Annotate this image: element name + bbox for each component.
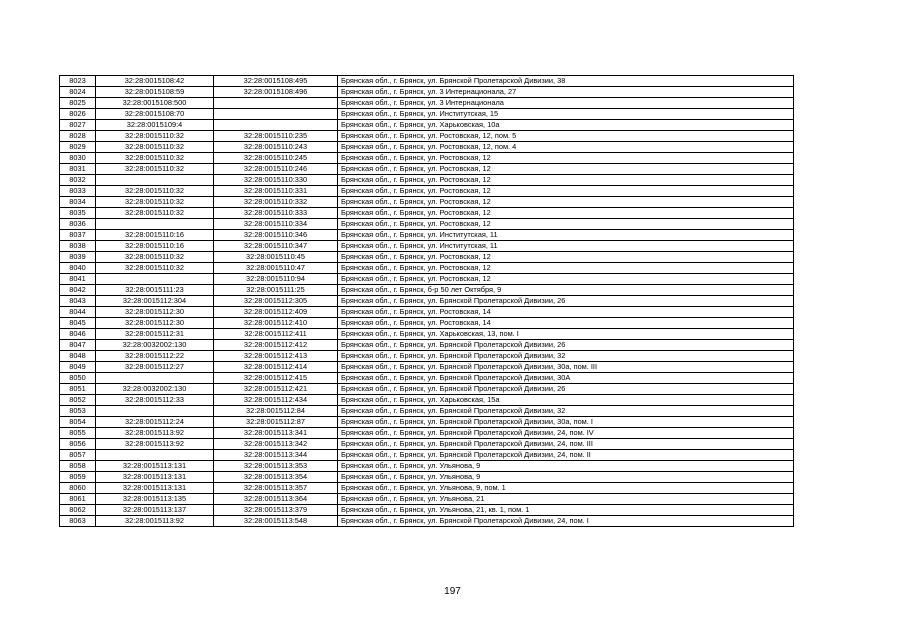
table-row	[60, 362, 794, 373]
land-cadastral-number-cell	[96, 406, 214, 417]
land-cadastral-number-cell: 32:28:0015112:22	[96, 351, 214, 362]
building-cadastral-number-cell	[214, 109, 338, 120]
land-cadastral-number-cell: 32:28:0015109:4	[96, 120, 214, 131]
land-cadastral-number-cell: 32:28:0015110:16	[96, 241, 214, 252]
building-cadastral-number-cell: 32:28:0015108:496	[214, 87, 338, 98]
address-cell: Брянская обл., г. Брянск, ул. Брянской Пролетарской Дивизии, 30а, пом. III	[338, 362, 794, 373]
table-row	[60, 351, 794, 362]
address-cell: Брянская обл., г. Брянск, ул. Ростовская, 12, пом. 5	[338, 131, 794, 142]
table-row	[60, 197, 794, 208]
table-row	[60, 472, 794, 483]
row-number-cell: 8041	[60, 274, 96, 285]
address-cell: Брянская обл., г. Брянск, ул. Брянской Пролетарской Дивизии, 26	[338, 384, 794, 395]
address-cell: Брянская обл., г. Брянск, б-р 50 лет Октября, 9	[338, 285, 794, 296]
row-number-cell: 8054	[60, 417, 96, 428]
row-number-cell: 8044	[60, 307, 96, 318]
building-cadastral-number-cell: 32:28:0015112:410	[214, 318, 338, 329]
address-cell: Брянская обл., г. Брянск, ул. Брянской Пролетарской Дивизии, 30А	[338, 373, 794, 384]
table-row	[60, 406, 794, 417]
row-number-cell: 8056	[60, 439, 96, 450]
row-number-cell: 8036	[60, 219, 96, 230]
building-cadastral-number-cell: 32:28:0015110:45	[214, 252, 338, 263]
row-number-cell: 8034	[60, 197, 96, 208]
address-cell: Брянская обл., г. Брянск, ул. Брянской Пролетарской Дивизии, 24, пом. II	[338, 450, 794, 461]
land-cadastral-number-cell: 32:28:0015108:42	[96, 76, 214, 87]
address-cell: Брянская обл., г. Брянск, ул. Брянской Пролетарской Дивизии, 30а, пом. I	[338, 417, 794, 428]
building-cadastral-number-cell: 32:28:0015113:364	[214, 494, 338, 505]
land-cadastral-number-cell	[96, 450, 214, 461]
land-cadastral-number-cell: 32:28:0015113:131	[96, 461, 214, 472]
land-cadastral-number-cell: 32:28:0015113:131	[96, 483, 214, 494]
building-cadastral-number-cell: 32:28:0015113:344	[214, 450, 338, 461]
land-cadastral-number-cell: 32:28:0015110:32	[96, 153, 214, 164]
row-number-cell: 8027	[60, 120, 96, 131]
land-cadastral-number-cell: 32:28:0015110:16	[96, 230, 214, 241]
land-cadastral-number-cell: 32:28:0015110:32	[96, 186, 214, 197]
address-cell: Брянская обл., г. Брянск, ул. Ульянова, 21, кв. 1, пом. 1	[338, 505, 794, 516]
address-cell: Брянская обл., г. Брянск, ул. Ростовская, 12	[338, 175, 794, 186]
table-row	[60, 307, 794, 318]
building-cadastral-number-cell: 32:28:0015113:548	[214, 516, 338, 527]
table-row	[60, 428, 794, 439]
building-cadastral-number-cell: 32:28:0015110:346	[214, 230, 338, 241]
row-number-cell: 8047	[60, 340, 96, 351]
address-cell: Брянская обл., г. Брянск, ул. Ростовская, 12, пом. 4	[338, 142, 794, 153]
table-row	[60, 252, 794, 263]
address-cell: Брянская обл., г. Брянск, ул. Ульянова, 9	[338, 472, 794, 483]
land-cadastral-number-cell: 32:28:0015112:27	[96, 362, 214, 373]
land-cadastral-number-cell: 32:28:0015112:31	[96, 329, 214, 340]
row-number-cell: 8025	[60, 98, 96, 109]
table-row	[60, 109, 794, 120]
address-cell: Брянская обл., г. Брянск, ул. Ростовская, 12	[338, 186, 794, 197]
land-cadastral-number-cell: 32:28:0015110:32	[96, 208, 214, 219]
land-cadastral-number-cell	[96, 219, 214, 230]
table-row	[60, 296, 794, 307]
land-cadastral-number-cell: 32:28:0015111:23	[96, 285, 214, 296]
row-number-cell: 8045	[60, 318, 96, 329]
land-cadastral-number-cell: 32:28:0032002:130	[96, 384, 214, 395]
row-number-cell: 8033	[60, 186, 96, 197]
address-cell: Брянская обл., г. Брянск, ул. 3 Интернационала, 27	[338, 87, 794, 98]
building-cadastral-number-cell: 32:28:0015110:330	[214, 175, 338, 186]
land-cadastral-number-cell: 32:28:0015112:24	[96, 417, 214, 428]
address-cell: Брянская обл., г. Брянск, ул. Институтская, 11	[338, 241, 794, 252]
building-cadastral-number-cell: 32:28:0015112:434	[214, 395, 338, 406]
row-number-cell: 8023	[60, 76, 96, 87]
address-cell: Брянская обл., г. Брянск, ул. Институтская, 15	[338, 109, 794, 120]
row-number-cell: 8052	[60, 395, 96, 406]
address-cell: Брянская обл., г. Брянск, ул. Брянской Пролетарской Дивизии, 24, пом. I	[338, 516, 794, 527]
building-cadastral-number-cell: 32:28:0015110:334	[214, 219, 338, 230]
land-cadastral-number-cell: 32:28:0015112:33	[96, 395, 214, 406]
table-row	[60, 186, 794, 197]
table-row	[60, 329, 794, 340]
table-row	[60, 175, 794, 186]
address-cell: Брянская обл., г. Брянск, ул. Ростовская, 12	[338, 263, 794, 274]
address-cell: Брянская обл., г. Брянск, ул. Ульянова, 21	[338, 494, 794, 505]
row-number-cell: 8051	[60, 384, 96, 395]
row-number-cell: 8029	[60, 142, 96, 153]
address-cell: Брянская обл., г. Брянск, ул. Ростовская, 12	[338, 164, 794, 175]
row-number-cell: 8035	[60, 208, 96, 219]
row-number-cell: 8024	[60, 87, 96, 98]
address-cell: Брянская обл., г. Брянск, ул. Брянской Пролетарской Дивизии, 26	[338, 296, 794, 307]
page-number: 197	[444, 586, 461, 597]
address-cell: Брянская обл., г. Брянск, ул. Ростовская, 14	[338, 318, 794, 329]
address-cell: Брянская обл., г. Брянск, ул. Харьковская, 10а	[338, 120, 794, 131]
row-number-cell: 8032	[60, 175, 96, 186]
table-row	[60, 373, 794, 384]
building-cadastral-number-cell: 32:28:0015110:332	[214, 197, 338, 208]
table-row	[60, 208, 794, 219]
land-cadastral-number-cell: 32:28:0015110:32	[96, 263, 214, 274]
address-cell: Брянская обл., г. Брянск, ул. Ростовская, 12	[338, 197, 794, 208]
building-cadastral-number-cell: 32:28:0015110:235	[214, 131, 338, 142]
building-cadastral-number-cell: 32:28:0015112:413	[214, 351, 338, 362]
land-cadastral-number-cell: 32:28:0015108:500	[96, 98, 214, 109]
address-cell: Брянская обл., г. Брянск, ул. Ростовская, 12	[338, 153, 794, 164]
row-number-cell: 8053	[60, 406, 96, 417]
table-row	[60, 131, 794, 142]
row-number-cell: 8030	[60, 153, 96, 164]
land-cadastral-number-cell	[96, 175, 214, 186]
table-row	[60, 241, 794, 252]
address-cell: Брянская обл., г. Брянск, ул. Ульянова, 9, пом. 1	[338, 483, 794, 494]
building-cadastral-number-cell: 32:28:0015112:412	[214, 340, 338, 351]
row-number-cell: 8062	[60, 505, 96, 516]
land-cadastral-number-cell: 32:28:0015112:304	[96, 296, 214, 307]
table-row	[60, 263, 794, 274]
table-row	[60, 384, 794, 395]
row-number-cell: 8040	[60, 263, 96, 274]
row-number-cell: 8057	[60, 450, 96, 461]
table-row	[60, 395, 794, 406]
row-number-cell: 8063	[60, 516, 96, 527]
building-cadastral-number-cell: 32:28:0015110:246	[214, 164, 338, 175]
land-cadastral-number-cell: 32:28:0015108:59	[96, 87, 214, 98]
building-cadastral-number-cell: 32:28:0015110:245	[214, 153, 338, 164]
address-cell: Брянская обл., г. Брянск, ул. Институтская, 11	[338, 230, 794, 241]
address-cell: Брянская обл., г. Брянск, ул. Брянской Пролетарской Дивизии, 24, пом. IV	[338, 428, 794, 439]
address-cell: Брянская обл., г. Брянск, ул. Ульянова, 9	[338, 461, 794, 472]
table-row	[60, 505, 794, 516]
table-row	[60, 285, 794, 296]
land-cadastral-number-cell: 32:28:0015108:70	[96, 109, 214, 120]
address-cell: Брянская обл., г. Брянск, ул. Ростовская, 12	[338, 208, 794, 219]
building-cadastral-number-cell: 32:28:0015112:421	[214, 384, 338, 395]
row-number-cell: 8055	[60, 428, 96, 439]
table-row	[60, 494, 794, 505]
row-number-cell: 8028	[60, 131, 96, 142]
address-cell: Брянская обл., г. Брянск, ул. Харьковская, 13, пом. I	[338, 329, 794, 340]
address-cell: Брянская обл., г. Брянск, ул. Брянской Пролетарской Дивизии, 32	[338, 351, 794, 362]
row-number-cell: 8046	[60, 329, 96, 340]
address-cell: Брянская обл., г. Брянск, ул. Харьковская, 15а	[338, 395, 794, 406]
land-cadastral-number-cell: 32:28:0015110:32	[96, 131, 214, 142]
address-cell: Брянская обл., г. Брянск, ул. Ростовская, 14	[338, 307, 794, 318]
land-cadastral-number-cell: 32:28:0015110:32	[96, 142, 214, 153]
land-cadastral-number-cell: 32:28:0015113:131	[96, 472, 214, 483]
table-row	[60, 153, 794, 164]
row-number-cell: 8031	[60, 164, 96, 175]
address-cell: Брянская обл., г. Брянск, ул. Брянской Пролетарской Дивизии, 24, пом. III	[338, 439, 794, 450]
building-cadastral-number-cell	[214, 120, 338, 131]
row-number-cell: 8026	[60, 109, 96, 120]
building-cadastral-number-cell: 32:28:0015110:331	[214, 186, 338, 197]
building-cadastral-number-cell: 32:28:0015111:25	[214, 285, 338, 296]
building-cadastral-number-cell: 32:28:0015113:353	[214, 461, 338, 472]
table-row	[60, 98, 794, 109]
row-number-cell: 8061	[60, 494, 96, 505]
building-cadastral-number-cell: 32:28:0015113:354	[214, 472, 338, 483]
property-table	[59, 75, 794, 527]
address-cell: Брянская обл., г. Брянск, ул. Брянской Пролетарской Дивизии, 32	[338, 406, 794, 417]
row-number-cell: 8048	[60, 351, 96, 362]
table-row	[60, 230, 794, 241]
address-cell: Брянская обл., г. Брянск, ул. Ростовская, 12	[338, 219, 794, 230]
table-row	[60, 516, 794, 527]
building-cadastral-number-cell	[214, 98, 338, 109]
building-cadastral-number-cell: 32:28:0015112:305	[214, 296, 338, 307]
table-row	[60, 450, 794, 461]
building-cadastral-number-cell: 32:28:0015110:347	[214, 241, 338, 252]
building-cadastral-number-cell: 32:28:0015112:87	[214, 417, 338, 428]
table-row	[60, 461, 794, 472]
building-cadastral-number-cell: 32:28:0015113:357	[214, 483, 338, 494]
land-cadastral-number-cell: 32:28:0015113:137	[96, 505, 214, 516]
building-cadastral-number-cell: 32:28:0015112:411	[214, 329, 338, 340]
address-cell: Брянская обл., г. Брянск, ул. Брянской Пролетарской Дивизии, 38	[338, 76, 794, 87]
land-cadastral-number-cell: 32:28:0015113:92	[96, 428, 214, 439]
land-cadastral-number-cell	[96, 274, 214, 285]
land-cadastral-number-cell: 32:28:0015112:30	[96, 318, 214, 329]
table-row	[60, 120, 794, 131]
land-cadastral-number-cell: 32:28:0015110:32	[96, 164, 214, 175]
row-number-cell: 8038	[60, 241, 96, 252]
building-cadastral-number-cell: 32:28:0015113:341	[214, 428, 338, 439]
property-table-body	[60, 76, 794, 527]
row-number-cell: 8059	[60, 472, 96, 483]
row-number-cell: 8060	[60, 483, 96, 494]
table-row	[60, 340, 794, 351]
land-cadastral-number-cell: 32:28:0015110:32	[96, 252, 214, 263]
building-cadastral-number-cell: 32:28:0015110:47	[214, 263, 338, 274]
land-cadastral-number-cell: 32:28:0032002:130	[96, 340, 214, 351]
table-row	[60, 417, 794, 428]
row-number-cell: 8042	[60, 285, 96, 296]
table-row	[60, 219, 794, 230]
address-cell: Брянская обл., г. Брянск, ул. Ростовская, 12	[338, 252, 794, 263]
row-number-cell: 8039	[60, 252, 96, 263]
table-row	[60, 142, 794, 153]
land-cadastral-number-cell: 32:28:0015113:92	[96, 516, 214, 527]
row-number-cell: 8050	[60, 373, 96, 384]
row-number-cell: 8043	[60, 296, 96, 307]
land-cadastral-number-cell: 32:28:0015113:92	[96, 439, 214, 450]
building-cadastral-number-cell: 32:28:0015112:415	[214, 373, 338, 384]
table-row	[60, 483, 794, 494]
building-cadastral-number-cell: 32:28:0015108:495	[214, 76, 338, 87]
building-cadastral-number-cell: 32:28:0015112:84	[214, 406, 338, 417]
building-cadastral-number-cell: 32:28:0015112:409	[214, 307, 338, 318]
row-number-cell: 8049	[60, 362, 96, 373]
building-cadastral-number-cell: 32:28:0015110:94	[214, 274, 338, 285]
table-row	[60, 164, 794, 175]
address-cell: Брянская обл., г. Брянск, ул. Брянской Пролетарской Дивизии, 26	[338, 340, 794, 351]
building-cadastral-number-cell: 32:28:0015112:414	[214, 362, 338, 373]
building-cadastral-number-cell: 32:28:0015113:342	[214, 439, 338, 450]
table-row	[60, 439, 794, 450]
building-cadastral-number-cell: 32:28:0015110:243	[214, 142, 338, 153]
building-cadastral-number-cell: 32:28:0015110:333	[214, 208, 338, 219]
row-number-cell: 8058	[60, 461, 96, 472]
building-cadastral-number-cell: 32:28:0015113:379	[214, 505, 338, 516]
land-cadastral-number-cell: 32:28:0015110:32	[96, 197, 214, 208]
table-row	[60, 274, 794, 285]
table-row	[60, 87, 794, 98]
table-row	[60, 318, 794, 329]
address-cell: Брянская обл., г. Брянск, ул. Ростовская, 12	[338, 274, 794, 285]
table-row	[60, 76, 794, 87]
land-cadastral-number-cell	[96, 373, 214, 384]
address-cell: Брянская обл., г. Брянск, ул. 3 Интернационала	[338, 98, 794, 109]
land-cadastral-number-cell: 32:28:0015113:135	[96, 494, 214, 505]
row-number-cell: 8037	[60, 230, 96, 241]
land-cadastral-number-cell: 32:28:0015112:30	[96, 307, 214, 318]
